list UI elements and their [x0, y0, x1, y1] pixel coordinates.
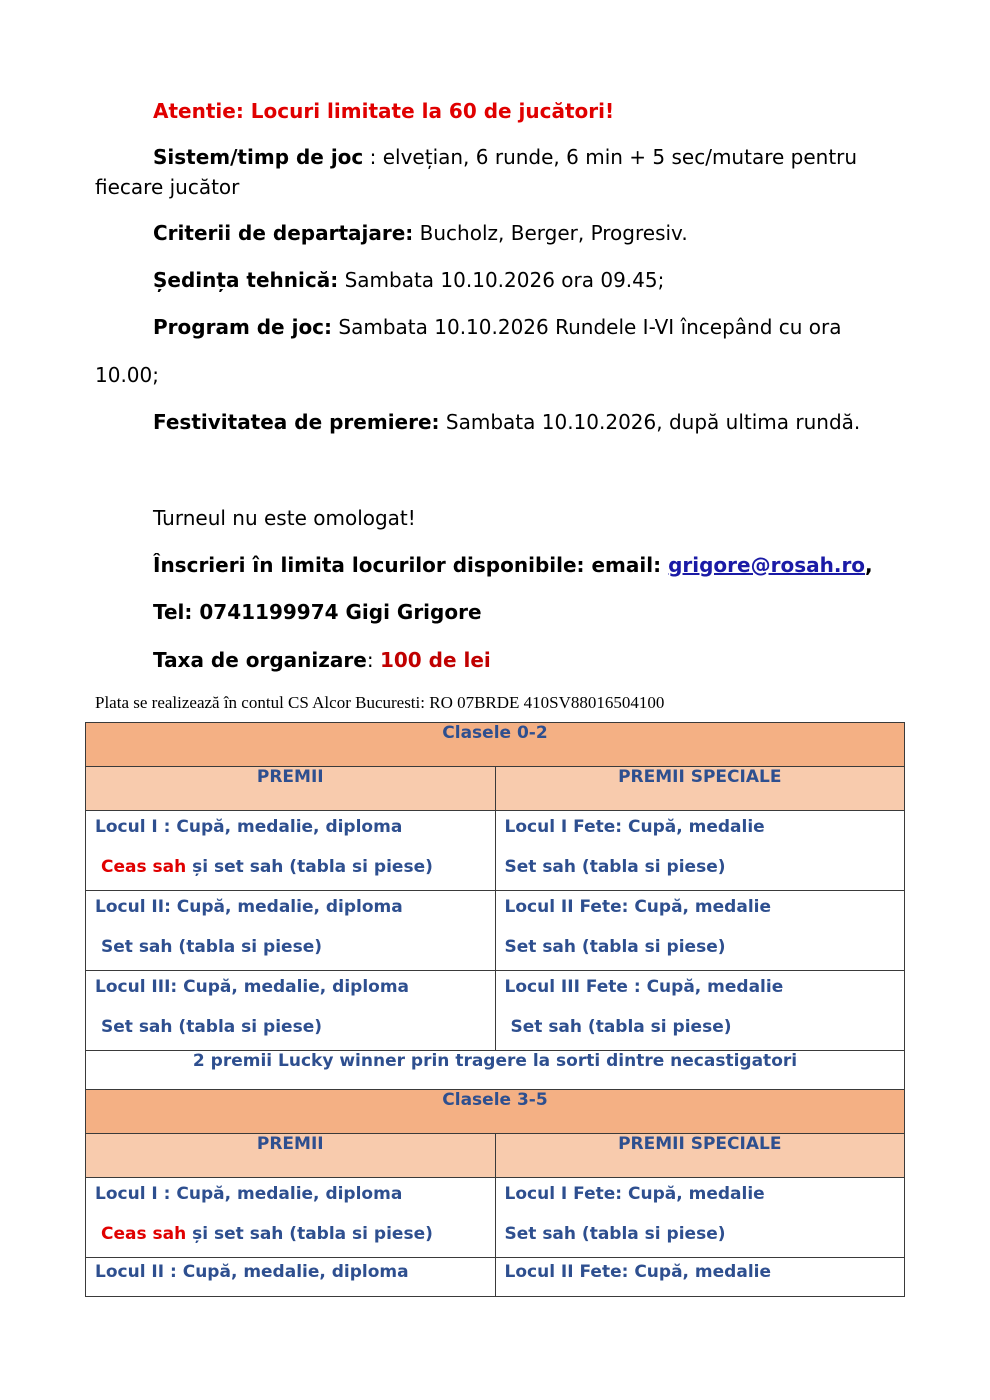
payment-info: Plata se realizează în contul CS Alcor Bucuresti: RO 07BRDE 410SV88016504100	[95, 693, 665, 712]
email-link[interactable]: grigore@rosah.ro	[668, 553, 866, 577]
ceremony-value: Sambata 10.10.2026, după ultima rundă.	[439, 410, 861, 434]
contact-phone: Tel: 0741199974 Gigi Grigore	[153, 600, 482, 624]
prizes-table	[85, 722, 905, 1297]
tiebreak-label: Criterii de departajare:	[153, 221, 414, 245]
prize-line: Locul II : Cupă, medalie, diploma	[95, 1262, 409, 1282]
technical-meeting-value: Sambata 10.10.2026 ora 09.45;	[338, 268, 665, 292]
column-header-special-prizes: PREMII SPECIALE	[495, 767, 905, 811]
prize-line: Set sah (tabla si piese)	[504, 937, 726, 957]
table-row	[86, 1134, 905, 1178]
column-header-prizes: PREMII	[86, 1134, 496, 1178]
prize-line: Locul I Fete: Cupă, medalie	[504, 817, 765, 837]
category-title-3-5: Clasele 3-5	[86, 1090, 905, 1134]
chess-clock-highlight: Ceas sah	[101, 857, 187, 877]
prize-line	[95, 837, 486, 877]
table-row	[86, 723, 905, 767]
lucky-winner-note: 2 premii Lucky winner prin tragere la sorti dintre necastigatori	[86, 1051, 905, 1090]
tiebreak-criteria-paragraph	[95, 218, 905, 248]
not-rated-notice: Turneul nu este omologat!	[153, 506, 416, 530]
table-cell	[86, 1258, 496, 1297]
registration-label: Înscrieri în limita locurilor disponibile: email:	[153, 553, 669, 577]
tiebreak-value: Bucholz, Berger, Progresiv.	[413, 221, 688, 245]
registration-paragraph	[95, 550, 905, 580]
schedule-paragraph	[95, 303, 905, 399]
technical-meeting-paragraph	[95, 265, 905, 295]
prize-line: Locul I Fete: Cupă, medalie	[504, 1184, 765, 1204]
ceremony-label: Festivitatea de premiere:	[153, 410, 440, 434]
table-cell	[495, 891, 905, 971]
table-row	[86, 1258, 905, 1297]
game-system-paragraph	[95, 142, 905, 202]
prize-line: Set sah (tabla si piese)	[101, 1017, 322, 1037]
table-row	[86, 1178, 905, 1258]
table-row	[86, 767, 905, 811]
game-system-label: Sistem/timp de joc	[153, 145, 364, 169]
fee-separator: :	[366, 648, 380, 672]
table-cell	[495, 1178, 905, 1258]
table-row	[86, 1051, 905, 1090]
table-cell	[495, 1258, 905, 1297]
table-row	[86, 811, 905, 891]
column-header-special-prizes: PREMII SPECIALE	[495, 1134, 905, 1178]
prize-line: Set sah (tabla si piese)	[101, 937, 322, 957]
game-system-value: : elvețian, 6 runde, 6 min + 5 sec/mutare pentru fiecare jucător	[95, 145, 858, 199]
fee-paragraph	[95, 645, 905, 675]
category-title-0-2: Clasele 0-2	[86, 723, 905, 767]
column-header-prizes: PREMII	[86, 767, 496, 811]
table-cell	[86, 1178, 496, 1258]
prize-line: Locul I : Cupă, medalie, diploma	[95, 1184, 403, 1204]
table-cell	[495, 811, 905, 891]
limited-places-notice: Atentie: Locuri limitate la 60 de jucători!	[153, 99, 615, 123]
prize-line: Locul I : Cupă, medalie, diploma	[95, 817, 403, 837]
prize-line: Set sah (tabla si piese)	[504, 1224, 726, 1244]
prize-line: Set sah (tabla si piese)	[510, 1017, 732, 1037]
prize-line: Locul III Fete : Cupă, medalie	[504, 977, 784, 997]
table-cell	[86, 891, 496, 971]
technical-meeting-label: Ședința tehnică:	[153, 268, 339, 292]
registration-suffix: ,	[865, 553, 873, 577]
table-row	[86, 1090, 905, 1134]
table-row	[86, 891, 905, 971]
prize-line-rest: și set sah (tabla si piese)	[186, 857, 433, 877]
schedule-value: Sambata 10.10.2026 Rundele I-VI începând cu ora 10.00;	[95, 315, 842, 387]
ceremony-paragraph	[95, 398, 905, 446]
table-cell	[86, 811, 496, 891]
schedule-label: Program de joc:	[153, 315, 333, 339]
prize-line: Locul II Fete: Cupă, medalie	[504, 1262, 771, 1282]
prize-line: Locul II Fete: Cupă, medalie	[504, 897, 771, 917]
prize-line-rest: și set sah (tabla si piese)	[186, 1224, 433, 1244]
chess-clock-highlight: Ceas sah	[101, 1224, 187, 1244]
fee-label: Taxa de organizare	[153, 648, 367, 672]
prize-line	[95, 1204, 486, 1244]
table-cell	[495, 971, 905, 1051]
fee-value: 100 de lei	[379, 648, 491, 672]
table-cell	[86, 971, 496, 1051]
prize-line: Locul III: Cupă, medalie, diploma	[95, 977, 410, 997]
prize-line: Locul II: Cupă, medalie, diploma	[95, 897, 403, 917]
prize-line: Set sah (tabla si piese)	[504, 857, 726, 877]
table-row	[86, 971, 905, 1051]
